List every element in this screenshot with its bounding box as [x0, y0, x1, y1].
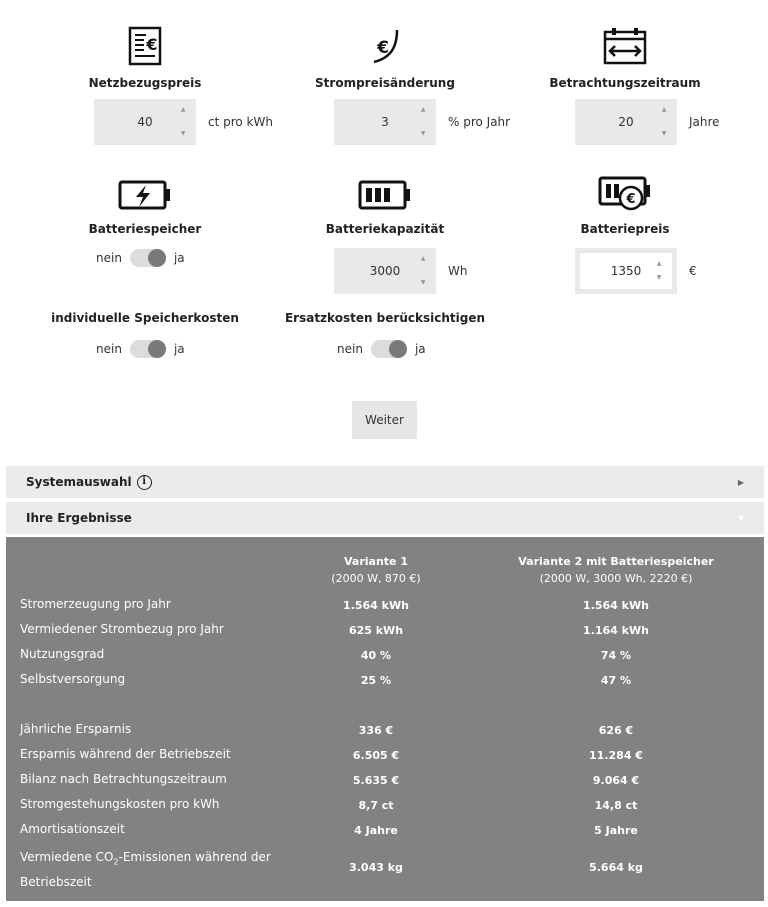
- betrachtungszeitraum-unit: Jahre: [689, 115, 720, 129]
- ergebnisse-accordion[interactable]: [6, 502, 764, 534]
- spin-down-icon[interactable]: ▼: [656, 274, 662, 281]
- batteriekapazitaet-input[interactable]: [334, 248, 436, 294]
- batteriekapazitaet-label: Batteriekapazität: [325, 222, 445, 236]
- row-label: Stromgestehungskosten pro kWh: [20, 797, 220, 811]
- strompreisaenderung-field: [334, 99, 510, 145]
- batteriepreis-field: [575, 248, 697, 294]
- row-label: Amortisationszeit: [20, 822, 125, 836]
- toggle-on-label: ja: [414, 342, 426, 356]
- svg-text:€: €: [626, 192, 636, 207]
- switch-knob[interactable]: [389, 340, 407, 358]
- row-value-v2: 1.564 kWh: [583, 599, 649, 612]
- betrachtungszeitraum-input[interactable]: [575, 99, 677, 145]
- battery-euro-icon: [505, 168, 745, 212]
- spin-down-icon[interactable]: ▼: [420, 130, 426, 137]
- variant1-title: Variante 1: [344, 555, 408, 568]
- netzbezugspreis-field: [94, 99, 273, 145]
- co2-label-pre: Vermiedene CO: [20, 850, 114, 864]
- toggle-off-label: nein: [337, 342, 363, 356]
- svg-text:€: €: [377, 38, 389, 58]
- batteriekapazitaet-block: [265, 168, 505, 236]
- netzbezugspreis-value[interactable]: 40: [137, 115, 153, 129]
- speicherkosten-toggle-row: [96, 340, 185, 358]
- strompreisaenderung-input[interactable]: [334, 99, 436, 145]
- speicherkosten-switch[interactable]: [130, 340, 166, 358]
- batteriespeicher-switch[interactable]: [130, 249, 166, 267]
- euro-curve-icon: [265, 22, 505, 66]
- row-value-v2: 9.064 €: [592, 774, 640, 787]
- variant2-title: Variante 2 mit Batteriespeicher: [518, 555, 714, 568]
- row-value-v2: 11.284 €: [589, 749, 643, 762]
- switch-knob[interactable]: [148, 340, 166, 358]
- ersatzkosten-toggle-row: [337, 340, 426, 358]
- row-value-v2: 1.164 kWh: [583, 624, 649, 637]
- row-value-v1: 6.505 €: [352, 749, 400, 762]
- row-label: Jährliche Ersparnis: [20, 722, 132, 736]
- row-value-v1: 8,7 ct: [358, 799, 394, 812]
- spin-down-icon[interactable]: ▼: [420, 279, 426, 286]
- batteriepreis-value[interactable]: 1350: [610, 264, 642, 278]
- battery-full-icon: [265, 168, 505, 212]
- spin-up-icon[interactable]: ▲: [420, 106, 426, 113]
- variant1-header: [246, 553, 506, 587]
- variant2-header: [486, 553, 746, 587]
- row-label: Stromerzeugung pro Jahr: [20, 597, 171, 611]
- betrachtungszeitraum-label: Betrachtungszeitraum: [549, 76, 701, 90]
- batteriekapazitaet-field: [334, 248, 467, 294]
- svg-text:€: €: [146, 35, 158, 54]
- co2-label-sub: 2: [113, 857, 119, 867]
- spin-up-icon[interactable]: ▲: [661, 106, 667, 113]
- row-value-v2: 14,8 ct: [594, 799, 638, 812]
- row-value-v2: 5.664 kg: [589, 861, 643, 874]
- results-panel: [6, 537, 764, 901]
- spin-down-icon[interactable]: ▼: [180, 130, 186, 137]
- weiter-button[interactable]: Weiter: [352, 401, 417, 439]
- co2-label-post: -Emissionen während der Betriebszeit: [20, 850, 271, 890]
- batteriespeicher-label: Batteriespeicher: [88, 222, 202, 236]
- toggle-off-label: nein: [96, 251, 122, 265]
- row-value-v1: 336 €: [358, 724, 394, 737]
- toggle-on-label: ja: [173, 342, 185, 356]
- caret-right-icon: ▶: [737, 477, 744, 487]
- spin-up-icon[interactable]: ▲: [656, 260, 662, 267]
- strompreisaenderung-label: Strompreisänderung: [315, 76, 455, 90]
- strompreisaenderung-unit: % pro Jahr: [448, 115, 511, 129]
- row-value-v1: 1.564 kWh: [343, 599, 409, 612]
- systemauswahl-title: Systemauswahl: [26, 475, 132, 489]
- row-value-v1: 3.043 kg: [349, 861, 403, 874]
- toggle-off-label: nein: [96, 342, 122, 356]
- row-label: Vermiedener Strombezug pro Jahr: [20, 622, 224, 636]
- netzbezugspreis-label: Netzbezugspreis: [88, 76, 202, 90]
- battery-charging-icon: [25, 168, 265, 212]
- betrachtungszeitraum-value[interactable]: 20: [618, 115, 634, 129]
- row-label: Bilanz nach Betrachtungszeitraum: [20, 772, 227, 786]
- batteriepreis-label: Batteriepreis: [580, 222, 670, 236]
- ersatzkosten-label: Ersatzkosten berücksichtigen: [284, 311, 486, 325]
- invoice-euro-icon: [25, 22, 265, 66]
- calendar-range-icon: [505, 22, 745, 66]
- netzbezugspreis-unit: ct pro kWh: [208, 115, 273, 129]
- ersatzkosten-switch[interactable]: [371, 340, 407, 358]
- batteriespeicher-block: [25, 168, 265, 236]
- strompreisaenderung-block: [265, 22, 505, 90]
- row-value-v2: 74 %: [600, 649, 632, 662]
- systemauswahl-accordion[interactable]: [6, 466, 764, 498]
- netzbezugspreis-stepper[interactable]: [178, 107, 188, 137]
- batteriepreis-unit: €: [689, 264, 697, 278]
- row-value-v2: 5 Jahre: [594, 824, 638, 837]
- row-value-v1: 40 %: [360, 649, 392, 662]
- row-value-v2: 47 %: [600, 674, 632, 687]
- row-value-v1: 25 %: [360, 674, 392, 687]
- spin-down-icon[interactable]: ▼: [661, 130, 667, 137]
- info-icon[interactable]: i: [137, 475, 152, 490]
- batteriekapazitaet-unit: Wh: [448, 264, 468, 278]
- batteriekapazitaet-value[interactable]: 3000: [369, 264, 401, 278]
- row-value-v2: 626 €: [598, 724, 634, 737]
- netzbezugspreis-block: [25, 22, 265, 90]
- ersatzkosten-block: [265, 301, 505, 325]
- batteriepreis-block: [505, 168, 745, 236]
- row-label: Selbstversorgung: [20, 672, 126, 686]
- speicherkosten-block: [25, 301, 265, 325]
- spin-up-icon[interactable]: ▲: [420, 255, 426, 262]
- batteriepreis-input[interactable]: [575, 248, 677, 294]
- toggle-on-label: ja: [173, 251, 185, 265]
- variant1-subtitle: (2000 W, 870 €): [331, 572, 421, 585]
- caret-down-icon: ▼: [737, 513, 744, 523]
- variant2-subtitle: (2000 W, 3000 Wh, 2220 €): [539, 572, 693, 585]
- strompreisaenderung-stepper[interactable]: [418, 107, 428, 137]
- strompreisaenderung-value[interactable]: 3: [381, 115, 389, 129]
- row-value-v1: 625 kWh: [348, 624, 404, 637]
- betrachtungszeitraum-block: [505, 22, 745, 90]
- spin-up-icon[interactable]: ▲: [180, 106, 186, 113]
- batteriespeicher-toggle-row: [96, 249, 185, 267]
- betrachtungszeitraum-stepper[interactable]: [659, 107, 669, 137]
- row-label: [20, 847, 280, 892]
- row-value-v1: 4 Jahre: [354, 824, 398, 837]
- row-value-v1: 5.635 €: [352, 774, 400, 787]
- row-label: Ersparnis während der Betriebszeit: [20, 747, 231, 761]
- row-label: Nutzungsgrad: [20, 647, 105, 661]
- switch-knob[interactable]: [148, 249, 166, 267]
- batteriepreis-stepper[interactable]: [654, 261, 664, 281]
- betrachtungszeitraum-field: [575, 99, 720, 145]
- netzbezugspreis-input[interactable]: [94, 99, 196, 145]
- ergebnisse-title: Ihre Ergebnisse: [26, 511, 132, 525]
- speicherkosten-label: individuelle Speicherkosten: [51, 311, 239, 325]
- batteriekapazitaet-stepper[interactable]: [418, 256, 428, 286]
